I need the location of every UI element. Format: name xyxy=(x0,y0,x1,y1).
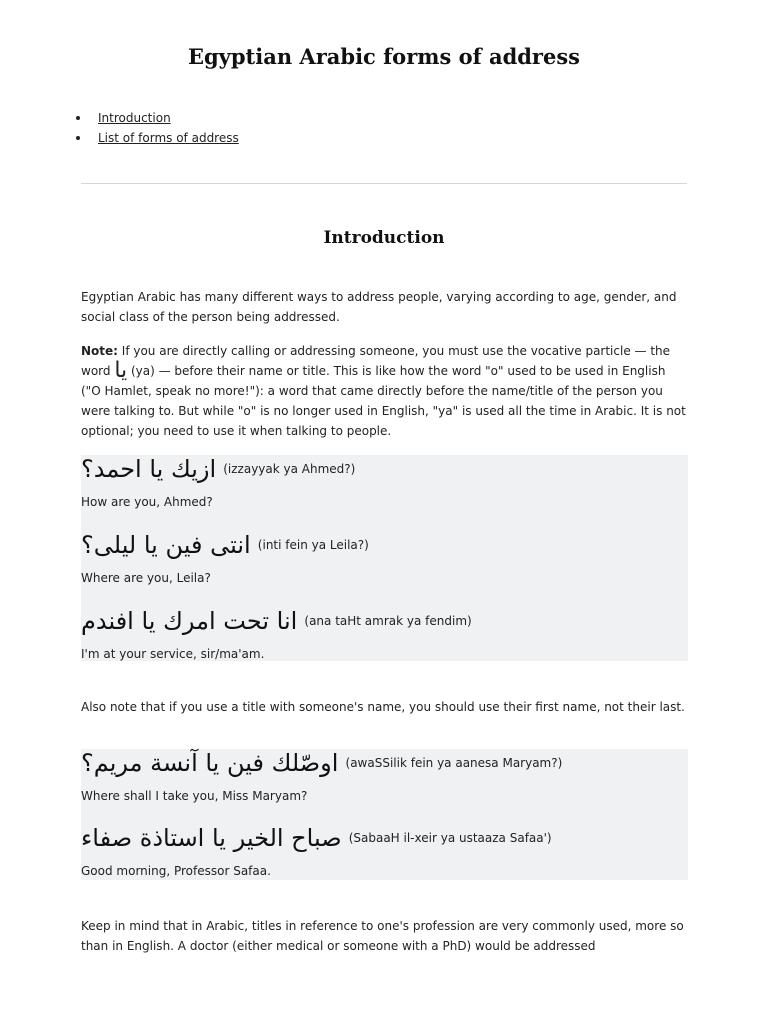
example-transliteration: (ana taHt amrak ya fendim) xyxy=(304,614,472,628)
example-translation: Where are you, Leila? xyxy=(81,571,211,585)
horizontal-divider xyxy=(81,183,687,184)
example-translation: Good morning, Professor Safaa. xyxy=(81,864,271,878)
note-paragraph xyxy=(81,341,687,441)
toc-item-introduction xyxy=(75,108,239,128)
example-transliteration: (inti fein ya Leila?) xyxy=(257,538,369,552)
example-arabic: ازيك يا احمد؟ xyxy=(81,455,217,483)
toc-link-introduction[interactable]: Introduction xyxy=(98,111,171,125)
note-text-after: (ya) — before their name or title. This is like how the word "o" used to be used in English ("O Hamlet, speak no more!"): a word that came directly before the name/title of the person you were talking to. But while "o" is no longer used in English, "ya" is used all the time in Arabic. It is not optional; you need to use it when talking to people. xyxy=(81,364,686,438)
profession-titles-paragraph: Keep in mind that in Arabic, titles in reference to one's profession are very commonly used, more so than in English. A doctor (either medical or someone with a PhD) would be addressed xyxy=(81,919,684,953)
note-text-before: If you are directly calling or addressing someone, you must use the vocative particle — the word xyxy=(81,344,671,378)
example-transliteration: (awaSSilik fein ya aanesa Maryam?) xyxy=(345,756,563,770)
toc-item-forms-list xyxy=(75,128,239,148)
example-arabic: اوصّلك فين يا آنسة مريم؟ xyxy=(81,749,339,777)
section-heading-introduction: Introduction xyxy=(323,228,445,248)
intro-paragraph: Egyptian Arabic has many different ways to address people, varying according to age, gender, and social class of the person being addressed. xyxy=(81,290,677,324)
title-usage-paragraph: Also note that if you use a title with someone's name, you should use their first name, not their last. xyxy=(81,700,685,714)
example-arabic: صباح الخير يا استاذة صفاء xyxy=(81,824,342,852)
example-transliteration: (SabaaH il-xeir ya ustaaza Safaa') xyxy=(348,831,552,845)
example-arabic: انا تحت امرك يا افندم xyxy=(81,607,298,635)
page-title: Egyptian Arabic forms of address xyxy=(187,44,581,69)
example-transliteration: (izzayyak ya Ahmed?) xyxy=(223,462,356,476)
example-translation: Where shall I take you, Miss Maryam? xyxy=(81,789,308,803)
examples-box-titles xyxy=(81,749,688,880)
toc-link-forms-list[interactable]: List of forms of address xyxy=(98,131,239,145)
examples-box-vocative xyxy=(81,455,688,661)
table-of-contents xyxy=(75,108,239,148)
vocative-particle-arabic: يا xyxy=(114,358,128,383)
example-translation: How are you, Ahmed? xyxy=(81,495,213,509)
example-translation: I'm at your service, sir/ma'am. xyxy=(81,647,265,661)
example-arabic: انتى فين يا ليلى؟ xyxy=(81,531,251,559)
note-label: Note: xyxy=(81,344,118,358)
